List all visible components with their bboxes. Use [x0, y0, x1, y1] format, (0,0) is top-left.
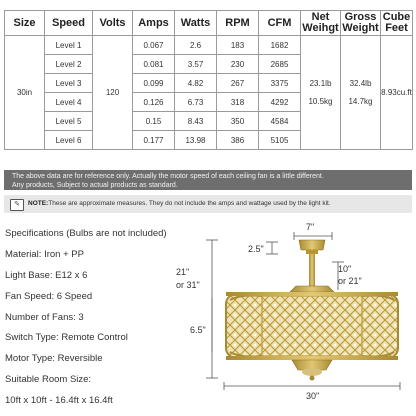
cell-cfm: 4292	[259, 93, 301, 112]
net-weight-kg: 10.5kg	[308, 97, 333, 106]
header-volts: Volts	[93, 11, 133, 36]
cell-watts: 13.98	[175, 131, 217, 150]
dim-body-width: 30"	[306, 391, 320, 401]
cell-cfm: 5105	[259, 131, 301, 150]
cell-amps: 0.067	[133, 36, 175, 55]
cell-rpm: 386	[217, 131, 259, 150]
canopy	[299, 240, 325, 254]
cell-speed: Level 1	[45, 36, 93, 55]
cell-amps: 0.081	[133, 55, 175, 74]
gross-weight-lb: 32.4lb	[349, 79, 372, 88]
header-cube-feet-line2: Feet	[385, 22, 408, 34]
dim-drop-option-b: or 21"	[338, 276, 362, 286]
dim-rod-option-a: 21"	[176, 267, 190, 277]
top-cap	[290, 286, 334, 292]
cell-volts: 120	[93, 36, 133, 150]
header-net-weight-line1: Net	[311, 11, 330, 23]
cell-rpm: 267	[217, 74, 259, 93]
cell-amps: 0.126	[133, 93, 175, 112]
header-size: Size	[5, 11, 45, 36]
header-cube-feet-line1: Cube	[382, 11, 411, 23]
disclaimer-line-2: Any products, Subject to actual products as standard.	[12, 182, 178, 189]
cell-watts: 4.82	[175, 74, 217, 93]
dim-drop-option-a: 10"	[338, 264, 352, 274]
dim-canopy-width: 7"	[306, 222, 315, 232]
header-watts: Watts	[175, 11, 217, 36]
cell-cube-feet: 8.93cu.ft	[381, 36, 413, 150]
dim-canopy-height: 2.5"	[248, 244, 264, 254]
bottom-light-bowl	[292, 360, 332, 381]
downrod	[309, 254, 315, 286]
spec-line: Motor Type: Reversible	[5, 353, 103, 365]
cell-rpm: 350	[217, 112, 259, 131]
cell-watts: 3.57	[175, 55, 217, 74]
cell-speed: Level 3	[45, 74, 93, 93]
cell-rpm: 318	[217, 93, 259, 112]
cell-amps: 0.15	[133, 112, 175, 131]
note-pencil-icon: ✎	[10, 199, 24, 211]
cell-speed: Level 6	[45, 131, 93, 150]
spec-line: Fan Speed: 6 Speed	[5, 290, 93, 302]
cell-watts: 8.43	[175, 112, 217, 131]
header-gross-weight-line2: Weight	[342, 22, 379, 34]
cell-cfm: 1682	[259, 36, 301, 55]
cell-speed: Level 5	[45, 112, 93, 131]
cell-speed: Level 4	[45, 93, 93, 112]
disclaimer-line-1: The above data are for reference only. Actually the motor speed of each ceiling fan is a little different.	[12, 173, 324, 180]
cell-cfm: 2685	[259, 55, 301, 74]
cell-size: 30in	[5, 36, 45, 150]
cell-rpm: 183	[217, 36, 259, 55]
spec-line: Suitable Room Size:	[5, 374, 92, 386]
header-speed: Speed	[45, 11, 93, 36]
spec-line: Number of Fans: 3	[5, 311, 84, 323]
header-cfm: CFM	[259, 11, 301, 36]
note-text: These are approximate measures. They do not include the amps and wattage used by the light kit.	[48, 200, 331, 207]
spec-heading: Specifications (Bulbs are not included)	[5, 228, 167, 239]
cell-watts: 6.73	[175, 93, 217, 112]
note-label: NOTE:	[28, 200, 49, 207]
cell-cfm: 3375	[259, 74, 301, 93]
spec-line: Material: Iron + PP	[5, 248, 84, 260]
dim-rod-option-b: or 31"	[176, 280, 200, 290]
gross-weight-kg: 14.7kg	[348, 97, 373, 106]
cell-speed: Level 2	[45, 55, 93, 74]
header-net-weight-line2: Weihgt	[302, 22, 339, 34]
header-amps: Amps	[133, 11, 175, 36]
cell-rpm: 230	[217, 55, 259, 74]
cell-amps: 0.099	[133, 74, 175, 93]
spec-line: Switch Type: Remote Control	[5, 332, 128, 344]
dim-body-height: 6.5"	[190, 325, 206, 335]
header-gross-weight-line1: Gross	[344, 11, 377, 23]
fan-cage	[226, 292, 398, 360]
cell-watts: 2.6	[175, 36, 217, 55]
cell-amps: 0.177	[133, 131, 175, 150]
spec-line: 10ft x 10ft - 16.4ft x 16.4ft	[5, 395, 113, 407]
spec-line: Light Base: E12 x 6	[5, 269, 88, 281]
net-weight-lb: 23.1lb	[309, 79, 332, 88]
cell-cfm: 4584	[259, 112, 301, 131]
header-rpm: RPM	[217, 11, 259, 36]
